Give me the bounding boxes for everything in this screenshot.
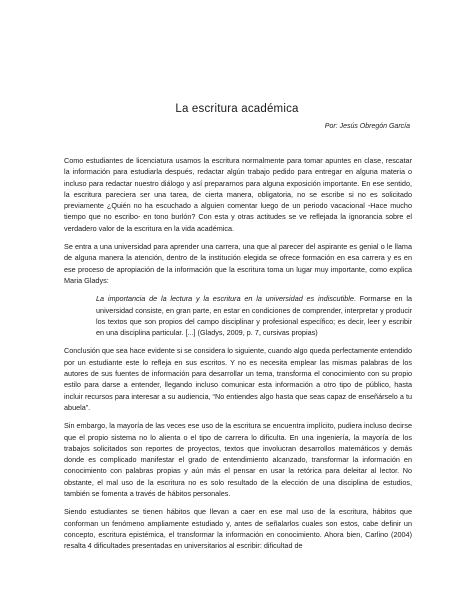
paragraph: Como estudiantes de licenciatura usamos la escritura normalmente para tomar apuntes en clase, rescatar la información para estudiarla después, redactar algún trabajo pedido para entregar en alguna materia o incluso para redactar nuestro diálogo y así prepararnos para alguna exposición importante. En ese sentido, la escritura pareciera ser una tarea, de cierta manera, obligatoria, no se escribe si no es solicitado previamente ¿Quién no ha escuchado a alguien comentar luego de un periodo vacacional -Hace mucho tiempo que no escribo- en tono burlón? Con esta y otras actitudes se ve reflejada la ignorancia sobre el verdadero valor de la escritura en la vida académica. bbox=[64, 156, 412, 233]
document-author: Por: Jesús Obregón García bbox=[324, 123, 410, 130]
quote-text: . Formarse en la universidad consiste, en gran parte, en estar en condiciones de comprender, interpretar y producir los textos que son propios del campo disciplinar y profesional específico; es decir, leer y escribir en una disciplina particular. [...] (Gladys, 2009, p. 7, cursivas propias) bbox=[96, 294, 412, 338]
paragraph: Se entra a una universidad para aprender una carrera, una que al parecer del aspirante es genial o le llama de alguna manera la atención, dentro de la institución elegida se ofrece formación en esa carrera y es en ese proceso de apropiación de la información que la escritura toma un lugar muy importante, como explica Maria Gladys: bbox=[64, 242, 412, 285]
document-title: La escritura académica bbox=[175, 103, 299, 115]
paragraph: Siendo estudiantes se tienen hábitos que llevan a caer en ese mal uso de la escritura, hábitos que conforman un fenómeno ampliamente estudiado y, antes de señalarlos cuales son estos, cabe definir un concepto, escritura epistémica, el transformar la información en conocimiento. Ahora bien, Carlino (2004) resalta 4 dificultades presentadas en universitarios al escribir: dificultad de bbox=[64, 507, 412, 551]
document-body bbox=[64, 155, 412, 559]
block-quote bbox=[96, 293, 412, 338]
paragraph: Sin embargo, la mayoría de las veces ese uso de la escritura se encuentra implícito, pudiera incluso decirse que el propio sistema no lo alienta o el tipo de carrera lo dificulta. En una ingeniería, la mayoría de los trabajos solicitados son reportes de proyectos, textos que involucran desarrollos matemáticos y demás donde es complicado manifestar el grado de entendimiento alcanzado, transformar la información en conocimiento con palabras propias y aún más el pensar en usar la retórica para deleitar al lector. No obstante, el mal uso de la escritura no es solo resultado de la elección de una disciplina de estudios, también se fomenta a través de hábitos personales. bbox=[64, 421, 412, 499]
paragraph: Conclusión que sea hace evidente si se considera lo siguiente, cuando algo queda perfectamente entendido por un estudiante este lo refleja en sus escritos. Y no es necesita emplear las mismas palabras de los autores de sus fuentes de información para desarrollar un tema, transforma el conocimiento con su propio estilo para darse a entender, llegando incluso comunicar esta información a otro tipo de público, hasta incluir recursos para interesar a su audiencia, “No entiendes algo hasta que seas capaz de enseñárselo a tu abuela”. bbox=[64, 346, 412, 412]
quote-emphasis: La importancia de la lectura y la escritura en la universidad es indiscutible bbox=[96, 294, 354, 304]
